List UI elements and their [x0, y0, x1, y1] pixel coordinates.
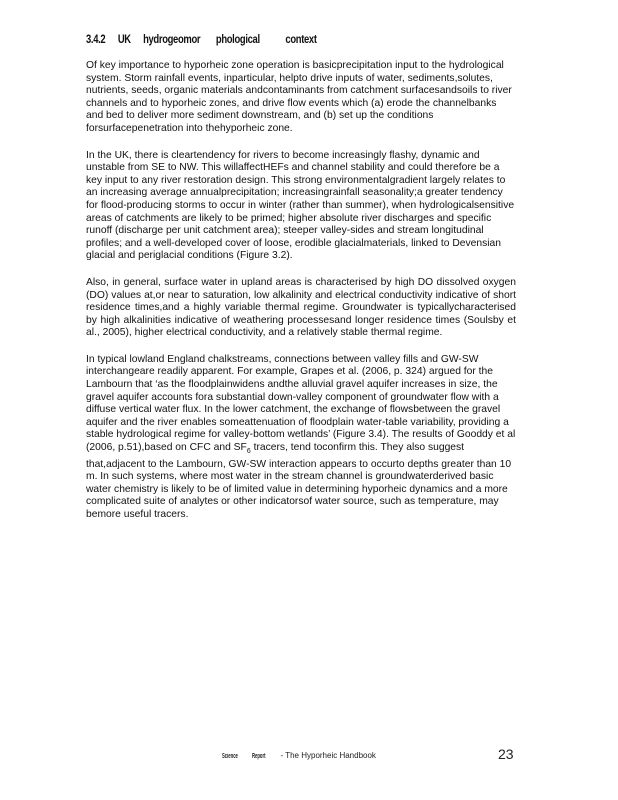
section-heading [86, 34, 317, 46]
page-number: 23 [498, 746, 514, 762]
paragraph-chalkstreams [86, 354, 516, 522]
heading-word-phological: phological [215, 34, 260, 46]
paragraph-precipitation: Of key importance to hyporheic zone operation is basicprecipitation input to the hydrological system. Storm rainfall events, inparticular, helpto drive inputs of water, sediments,solutes, nutrients, seeds, organic materials andcontaminants from catchment surfacesandsoils to river channels and to hyporheic zones, and drive flow events which (a) erode the channelbanks and bed to deliver more sediment downstream, and (b) set up the conditions forsurfacepenetration into thehyporheic zone. [86, 60, 512, 134]
heading-word-uk: UK [117, 34, 131, 46]
footer-title: - The Hyporheic Handbook [280, 751, 376, 760]
paragraph-uk-gradient: In the UK, there is cleartendency for rivers to become increasingly flashy, dynamic and unstable from SE to NW. This willaffectHEFs and channel stability and could therefore be a key input to any river restoration design. This strong environmentalgradient largely relates to an increasing average annualprecipitation; increasingrainfall seasonality;a greater tendency for flood-producing storms to occur in winter (rather than summer), when hydrologicalsensitive areas of catchments are likely to be primed; higher absolute river discharges and specific runoff (discharge per unit catchment area); steeper valley-sides and stream longitudinal profiles; and a well-developed cover of loose, erodible glacialmaterials, linked to Devensian glacial and periglacial conditions (Figure 3.2). [86, 149, 515, 262]
page-footer [222, 751, 376, 760]
paragraph-chalkstreams-part1: In typical lowland England chalkstreams, connections between valley fills and GW-SW interchangeare readily apparent. For example, Grapes et al. (2006, p. 324) argued for the Lambourn that ‘as the floodplainwidens andthe alluvial gravel aquifer increases in size, the gravel aquifer accounts fora substantial down-valley component of groundwater flow with a diffuse vertical water flux. In the lower catchment, the exchange of flowsbetween the gravel aquifer and the river enables someattenuation of floodplain water-table variability, providing a stable hydrological regime for valley-bottom wetlands’ (Figure 3.4). The results of Gooddy et al (2006, p.51),based on CFC and SF [86, 353, 516, 454]
body-text [86, 60, 516, 536]
paragraph-chalkstreams-part2: tracers, tend toconfirm this. They also suggest that,adjacent to the Lambourn, GW-SW interaction appears to occurto depths greater than 10 m. In such systems, where most water in the stream channel is groundwaterderived basic water chemistry is likely to be of limited value in determining hyporheic dynamics and a more complicated suite of analytes or other indicatorsof water source, such as temperature, may bemore useful tracers. [86, 442, 512, 521]
heading-word-context: context [285, 34, 317, 46]
subscript-six: 6 [246, 448, 251, 456]
footer-report: Report [252, 753, 266, 760]
heading-word-hydrogeomor: hydrogeomor [143, 34, 201, 46]
section-number: 3.4.2 [86, 34, 106, 46]
paragraph-water-quality: Also, in general, surface water in upland areas is characterised by high DO dissolved oxygen (DO) values at,or near to saturation, low alkalinity and electrical conductivity indicative of short residence times,and a highly variable thermal regime. Groundwater is typicallycharacterised by high alkalinities indicative of weathering processesand longer residence times (Soulsby et al., 2005), higher electrical conductivity, and a relatively stable thermal regime. [86, 276, 516, 339]
footer-science: Science [222, 753, 238, 760]
